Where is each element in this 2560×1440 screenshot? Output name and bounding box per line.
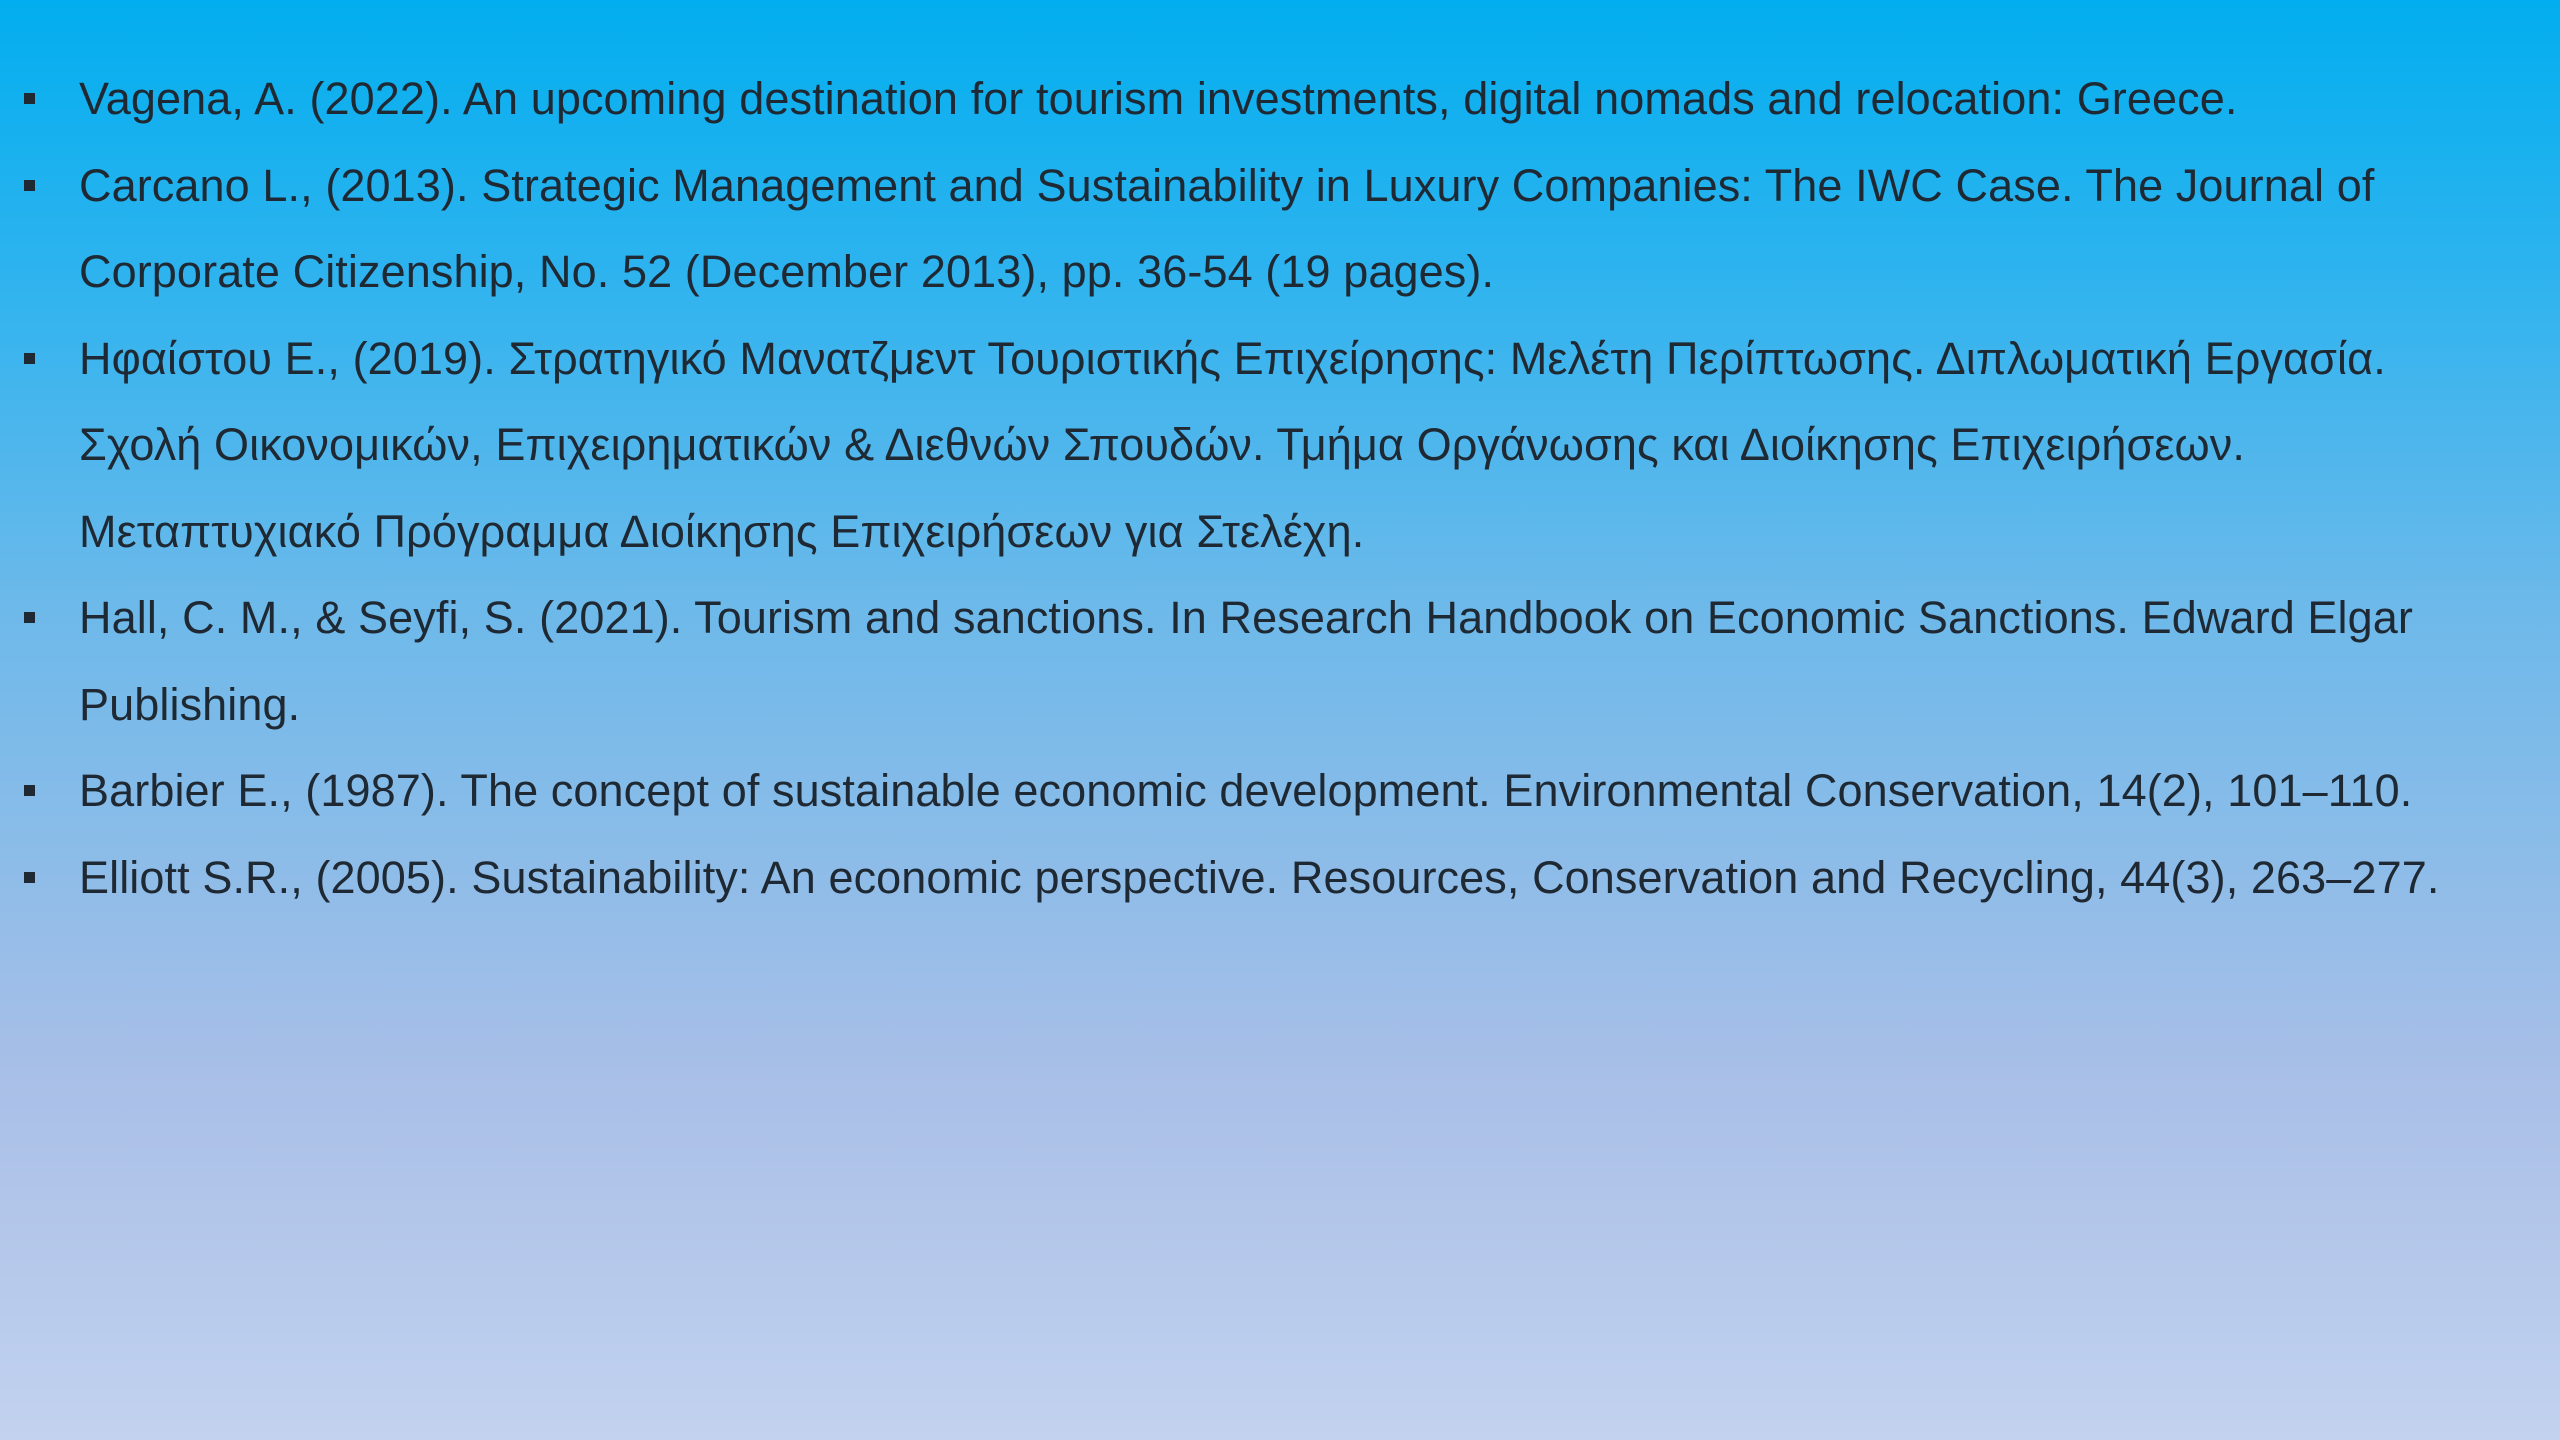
square-bullet-icon — [24, 785, 35, 796]
reference-text: Ηφαίστου Ε., (2019). Στρατηγικό Μανατζμεντ Τουριστικής Επιχείρησης: Μελέτη Περίπτωσης. Διπλωματική Εργασία. Σχολή Οικονομικών, Επιχειρηματικών & Διεθνών Σπουδών. Τμήμα Οργάνωσης και Διοίκησης Επιχειρήσεων. Μεταπτυχιακό Πρόγραμμα Διοίκησης Επιχειρήσεων για Στελέχη. — [79, 332, 2386, 557]
reference-item-hfaistou — [22, 316, 2520, 576]
square-bullet-icon — [24, 612, 35, 623]
reference-item-barbier — [22, 748, 2520, 835]
square-bullet-icon — [24, 872, 35, 883]
square-bullet-icon — [24, 353, 35, 364]
reference-item-hall-seyfi — [22, 575, 2520, 748]
reference-text: Vagena, A. (2022). An upcoming destination for tourism investments, digital nomads and relocation: Greece. — [79, 73, 2238, 124]
square-bullet-icon — [24, 180, 35, 191]
square-bullet-icon — [24, 93, 35, 104]
reference-item-carcano — [22, 143, 2520, 316]
reference-item-elliott — [22, 835, 2520, 922]
reference-text: Elliott S.R., (2005). Sustainability: An economic perspective. Resources, Conservation and Recycling, 44(3), 263–277. — [79, 851, 2440, 903]
reference-text: Hall, C. M., & Seyfi, S. (2021). Tourism and sanctions. In Research Handbook on Economic Sanctions. Edward Elgar Publishing. — [79, 592, 2413, 730]
reference-item-vagena — [22, 56, 2520, 143]
reference-list — [22, 56, 2520, 921]
reference-text: Carcano L., (2013). Strategic Management and Sustainability in Luxury Companies: The IWC Case. The Journal of Corporate Citizenship, No. 52 (December 2013), pp. 36-54 (19 pages). — [79, 159, 2375, 297]
reference-text: Barbier E., (1987). The concept of sustainable economic development. Environmental Conservation, 14(2), 101–110. — [79, 765, 2413, 816]
